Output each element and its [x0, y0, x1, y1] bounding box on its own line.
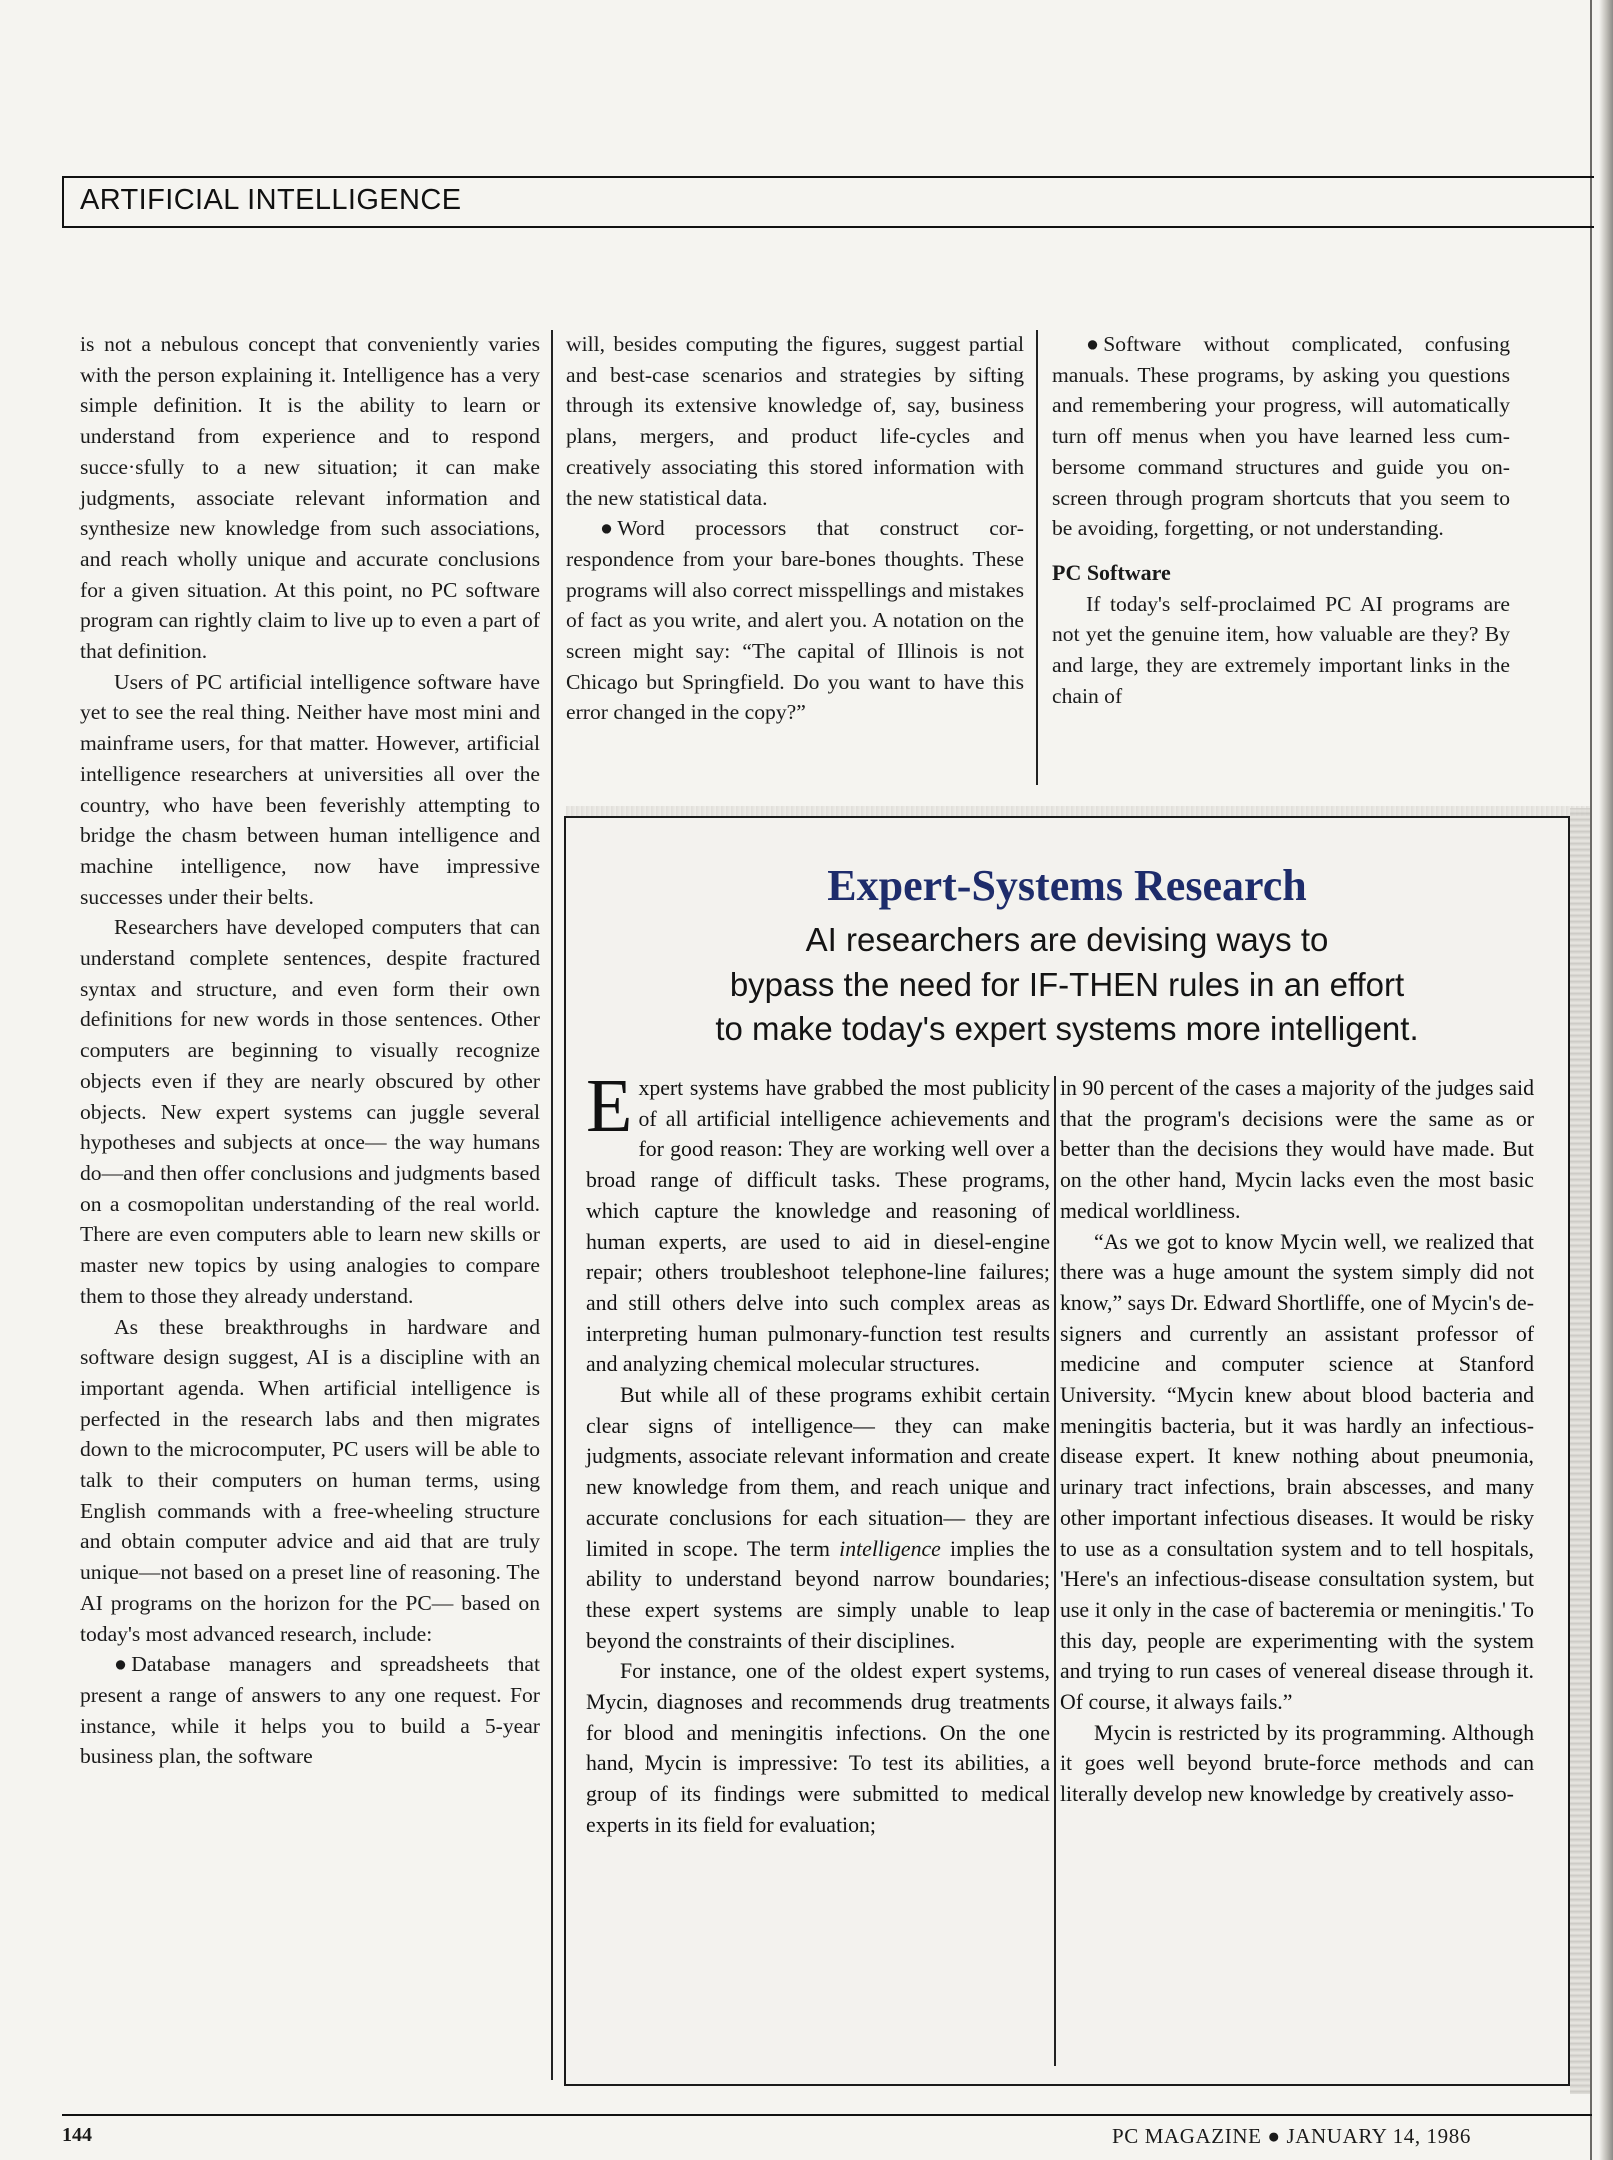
- section-title: ARTIFICIAL INTELLIGENCE: [80, 184, 462, 216]
- bullet-text: Software without complicated, confusing manuals. These programs, by asking you questions and remembering your progress, will automatically turn off menus when you have learned less cumbersome command structures and guide you on-screen through program shortcuts that you seem to be avoiding, forgetting, or not understanding.: [1052, 332, 1510, 541]
- paragraph-text: xpert systems have grabbed the most publicity of all artificial intelligence achievements and for good reason: They are working well over a broad range of difficult tasks. These programs, which capture the knowledge and reasoning of human experts, are used to aid in diesel-engine repair; others troubleshoot telephone-line failures; and still others delve into such complex areas as interpreting human pulmonary-function test results and analyzing chemical molecular structures.: [586, 1076, 1050, 1377]
- bullet-item: [1052, 329, 1510, 544]
- paragraph: [586, 1380, 1050, 1656]
- paragraph: If today's self-proclaimed PC AI programs are not yet the genuine item, how valuable are they? By and large, they are extremely important links in the chain of: [1052, 591, 1510, 708]
- subtitle-line: to make today's expert systems more intelligent.: [715, 1010, 1419, 1047]
- paragraph: is not a nebulous concept that conveniently varies with the person explaining it. Intelligence has a very simple definition. It is the ability to learn or understand from experience and to respond succe·sfully to a new situation; it can make judgments, associate relevant information and synthesize new knowledge from such associations, and reach wholly unique and accurate conclusions for a given situation. At this point, no PC software program can rightly claim to live up to even a part of that definition.: [80, 332, 540, 664]
- paragraph: [586, 1064, 1050, 1380]
- scan-shadow: [1570, 808, 1590, 2094]
- paragraph: in 90 percent of the cases a majority of the judges said that the program's decisions were the same as or better than the decisions they would have made. But on the other hand, Mycin lacks even the most basic medical worldliness.: [1060, 1076, 1534, 1223]
- subheading: PC Software: [1052, 559, 1171, 585]
- paragraph: For instance, one of the oldest expert systems, Mycin, diagnoses and recommends drug treatments for blood and meningitis infections. On the one hand, Mycin is impressive: To test its abilities, a group of its findings were submitted to medical experts in its field for evaluation;: [586, 1659, 1050, 1837]
- sidebar-box: [564, 816, 1570, 2086]
- sidebar-column-1: [586, 1064, 1050, 1841]
- binding-edge: [1590, 0, 1592, 2160]
- page-number: 144: [62, 2124, 92, 2146]
- section-header: [62, 176, 1594, 228]
- paragraph: As these breakthroughs in hardware and software design suggest, AI is a discipline with an important agenda. When artificial intelligence is perfected in the research labs and then migrates down to the microcomputer, PC users will be able to talk to their computers on human terms, using English commands with a free-wheeling structure and obtain computer advice and aid that are truly unique—not based on a preset line of reasoning. The AI programs on the horizon for the PC— based on today's most advanced research, include:: [80, 1314, 540, 1646]
- paragraph: Researchers have developed computers that can understand complete sentences, despite fractured syntax and structure, and even form their own definitions for new words in those sentences. Other computers are beginning to visually recognize objects even if they are nearly obscured by other objects. New expert systems can juggle several hypotheses and subjects at once— the way humans do—and then offer conclusions and judgments based on a cosmopolitan understanding of the real world. There are even computers able to learn new skills or master new topics by using analogies to compare them to those they already understand.: [80, 915, 540, 1308]
- paragraph: Mycin is restricted by its programming. Although it goes well beyond brute-force methods and can literally develop new knowledge by creatively asso-: [1060, 1720, 1534, 1807]
- body-column-1: [80, 329, 540, 1772]
- drop-cap: E: [586, 1064, 633, 1148]
- scan-shadow: [566, 806, 1590, 816]
- body-column-3: [1052, 329, 1510, 711]
- sidebar-subtitle: [566, 918, 1568, 1052]
- page-binding-shadow: [1599, 0, 1613, 2160]
- emphasis: intelligence: [839, 1536, 941, 1561]
- body-column-2: [566, 329, 1024, 728]
- sidebar-column-2: [1060, 1073, 1534, 1810]
- paragraph: will, besides computing the figures, suggest partial and best-case scenarios and strategies by sifting through its extensive knowledge of, say, business plans, mergers, and product life-cycles and creatively associating this stored information with the new statistical data.: [566, 332, 1024, 510]
- column-divider: [1036, 330, 1038, 785]
- sidebar-title: Expert-Systems Research: [827, 861, 1307, 910]
- bullet-icon: ●: [114, 1652, 128, 1677]
- bullet-item: [566, 513, 1024, 728]
- paragraph: “As we got to know Mycin well, we realized that there was a huge amount the system simply did not know,” says Dr. Edward Shortliffe, one of Mycin's designers and currently an assistant professor of medicine and computer science at Stanford University. “Mycin knew about blood bacteria and meningitis bacteria, but it was hardly an infectious-disease expert. It knew nothing about pneumonia, urinary tract infections, brain abscesses, and many other important infectious diseases. It would be risky to use as a consultation system and to tell hospitals, 'Here's an infectious-disease consultation system, but use it only in the case of bacteremia or meningitis.' To this day, people are experimenting with the system and trying to run cases of venereal disease through it. Of course, it always fails.”: [1060, 1229, 1534, 1715]
- subtitle-line: bypass the need for IF-THEN rules in an effort: [729, 965, 1405, 1003]
- bullet-icon: ●: [600, 516, 614, 541]
- paragraph-text: implies the ability to understand beyond narrow boundaries; these expert systems are simply unable to leap beyond the constraints of their disciplines.: [586, 1536, 1050, 1653]
- bullet-text: Database managers and spreadsheets that present a range of answers to any one request. For instance, while it helps you to build a 5-year business plan, the software: [80, 1652, 540, 1769]
- bullet-item: [80, 1649, 540, 1772]
- bullet-text: Word processors that construct correspondence from your bare-bones thoughts. These programs will also correct misspellings and mistakes of fact as you write, and alert you. A notation on the screen might say: “The capital of Illinois is not Chicago but Springfield. Do you want to have this error changed in the copy?”: [566, 516, 1024, 725]
- subtitle-line: AI researchers are devising ways to: [805, 921, 1329, 958]
- paragraph: Users of PC artificial intelligence software have yet to see the real thing. Neither have most mini and mainframe users, for that matter. However, artificial intelligence researchers at universities all over the country, who have been feverishly attempting to bridge the chasm between human intelligence and machine intelligence, now have impressive successes under their belts.: [80, 669, 540, 909]
- column-divider: [1054, 1076, 1056, 2066]
- column-divider: [551, 330, 553, 2080]
- bullet-icon: ●: [1086, 332, 1100, 356]
- paragraph-text: But while all of these programs exhibit certain clear signs of intelligence— they can make judgments, associate relevant information and create new knowledge from them, and reach unique and accurate conclusions for each situation— they are limited in scope. The term: [586, 1383, 1050, 1561]
- footer-rule: [62, 2114, 1592, 2116]
- publication-line: PC MAGAZINE ● JANUARY 14, 1986: [1112, 2124, 1471, 2148]
